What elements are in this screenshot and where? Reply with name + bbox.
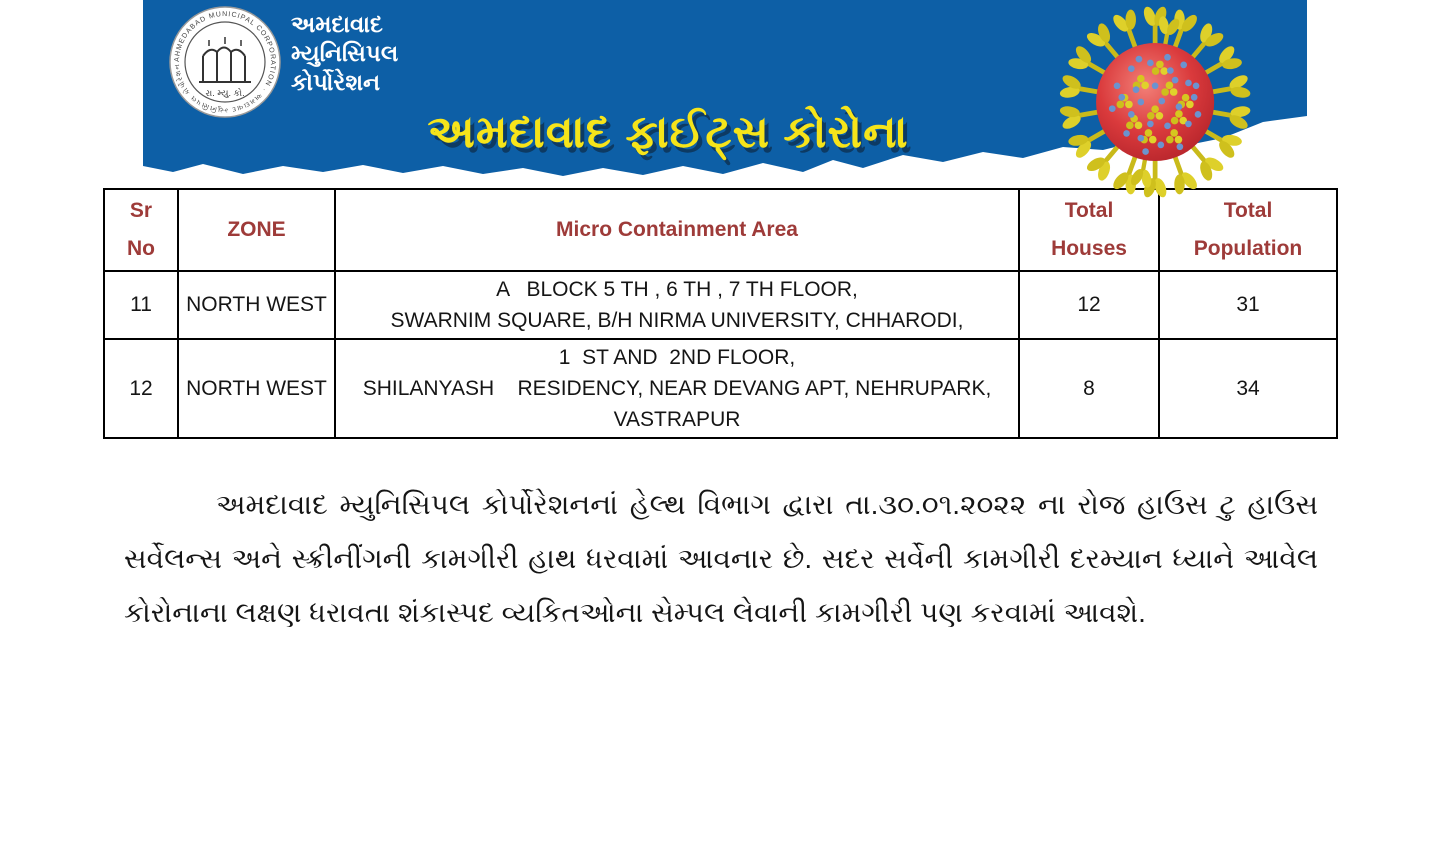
seal-ring-text: AHMEDABAD MUNICIPAL CORPORATION · અમદાવાદ મ્યુનિસિપલ કોર્પોરેશન bbox=[173, 10, 277, 114]
cell-area bbox=[335, 339, 1019, 438]
table-row bbox=[104, 271, 1337, 339]
containment-table bbox=[103, 188, 1338, 439]
cell-total-houses: 12 bbox=[1019, 271, 1159, 339]
cell-zone: NORTH WEST bbox=[178, 339, 335, 438]
cell-sr-no: 11 bbox=[104, 271, 178, 339]
org-name-line-2: મ્યુનિસિપલ bbox=[291, 40, 399, 66]
amc-seal-icon bbox=[169, 6, 281, 118]
org-name-line-3: કોર્પોરેશન bbox=[291, 69, 381, 95]
page-title: અમદાવાદ ફાઈટ્સ કોરોના bbox=[427, 106, 909, 157]
coronavirus-icon bbox=[1040, 2, 1275, 202]
header-sr-line1: Sr bbox=[129, 199, 153, 222]
cell-sr-no: 12 bbox=[104, 339, 178, 438]
table-row bbox=[104, 339, 1337, 438]
header-banner bbox=[143, 0, 1307, 192]
header-sr-line2: No bbox=[127, 237, 155, 260]
header-population-line2: Population bbox=[1193, 237, 1303, 260]
cell-total-population: 34 bbox=[1159, 339, 1337, 438]
column-header-zone: ZONE bbox=[178, 189, 335, 271]
org-name bbox=[291, 10, 521, 97]
column-header-sr-no bbox=[104, 189, 178, 271]
area-line: 1 ST AND 2ND FLOOR, bbox=[558, 346, 796, 369]
cell-area bbox=[335, 271, 1019, 339]
seal-bottom-text: રા. મ્યુ. કો. bbox=[205, 88, 245, 98]
area-line: VASTRAPUR bbox=[613, 408, 741, 431]
announcement-paragraph: અમદાવાદ મ્યુનિસિપલ કોર્પોરેશનનાં હેલ્થ વિભાગ દ્વારા તા.૩૦.૦૧.૨૦૨૨ ના રોજ હાઉસ ટુ હાઉસ સર્વેલન્સ અને સ્ક્રીનીંગની કામગીરી હાથ ધરવામાં આવનાર છે. સદર સર્વેની કામગીરી દરમ્યાન ધ્યાને આવેલ કોરોનાના લક્ષણ ધરાવતા શંકાસ્પદ વ્યકિતઓના સેમ્પલ લેવાની કામગીરી પણ કરવામાં આવશે. bbox=[124, 489, 1318, 628]
header-population-line1: Total bbox=[1223, 199, 1273, 222]
header-houses-line2: Houses bbox=[1051, 237, 1127, 260]
header-houses-line1: Total bbox=[1064, 199, 1114, 222]
org-name-line-1: અમદાવાદ bbox=[291, 11, 383, 37]
area-line: SHILANYASH RESIDENCY, NEAR DEVANG APT, NEHRUPARK, bbox=[362, 377, 992, 400]
area-line: A BLOCK 5 TH , 6 TH , 7 TH FLOOR, bbox=[496, 278, 858, 301]
cell-total-houses: 8 bbox=[1019, 339, 1159, 438]
cell-zone: NORTH WEST bbox=[178, 271, 335, 339]
cell-total-population: 31 bbox=[1159, 271, 1337, 339]
area-line: SWARNIM SQUARE, B/H NIRMA UNIVERSITY, CHHARODI, bbox=[390, 309, 964, 332]
amc-seal-logo bbox=[169, 6, 281, 118]
column-header-area: Micro Containment Area bbox=[335, 189, 1019, 271]
